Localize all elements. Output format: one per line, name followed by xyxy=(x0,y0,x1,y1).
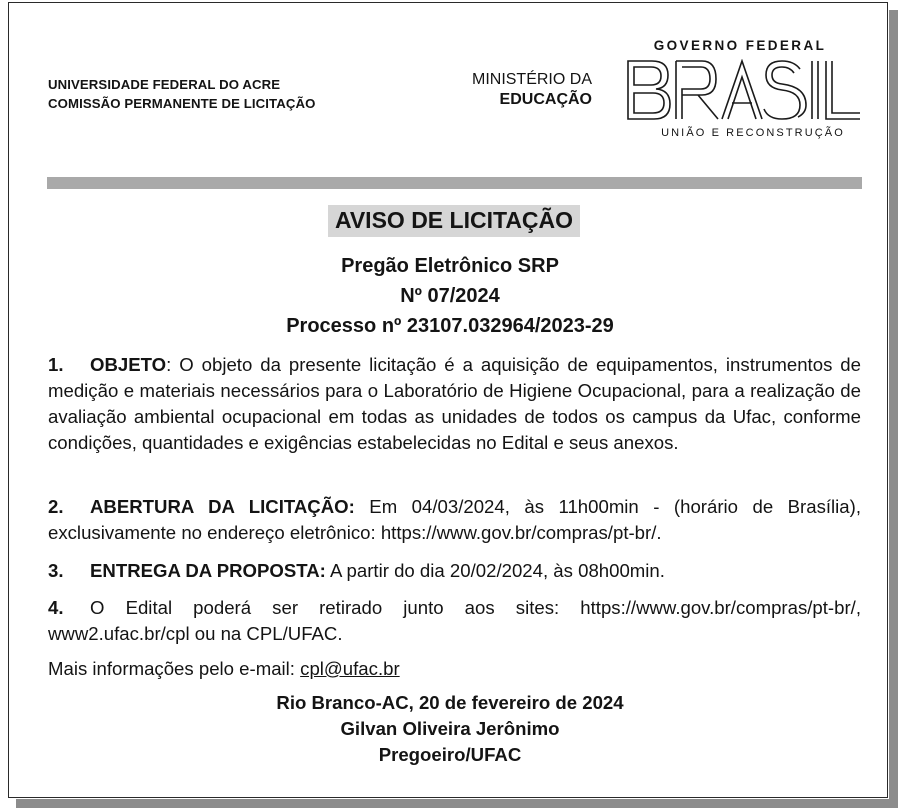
notice-title: AVISO DE LICITAÇÃO xyxy=(328,205,580,237)
institution-name: UNIVERSIDADE FEDERAL DO ACRE xyxy=(48,77,281,92)
item-1 xyxy=(48,352,861,456)
gov-bottom-text: UNIÃO E RECONSTRUÇÃO xyxy=(661,127,845,139)
gov-logo-block xyxy=(626,38,860,139)
item-4 xyxy=(48,595,861,647)
item-text: : O objeto da presente licitação é a aquisição de equipamentos, instrumentos de medição e materiais necessários para o Laboratório de Higiene Ocupacional, para a realização de avaliação ambiental ocupacional em todas as unidades de todos os campus da Ufac, conforme condições, quantidades e exigências estabelecidas no Edital e seus anexos. xyxy=(48,354,861,453)
gov-top-text: GOVERNO FEDERAL xyxy=(653,38,827,53)
ministry-line1: MINISTÉRIO DA xyxy=(471,71,592,88)
item-heading: OBJETO xyxy=(90,354,167,375)
signature-role: Pregoeiro/UFAC xyxy=(378,744,522,765)
ministry-line2: EDUCAÇÃO xyxy=(499,91,592,108)
institution-block xyxy=(48,75,315,113)
notice-modality: Pregão Eletrônico SRP xyxy=(341,255,559,277)
item-text: Em 04/03/2024, às 11h00min - (horário de Brasília), exclusivamente no endereço eletrônico: https://www.gov.br/compras/pt-br/. xyxy=(48,496,862,543)
item-text: A partir do dia 20/02/2024, às 08h00min. xyxy=(325,560,665,581)
item-number: 3. xyxy=(48,560,64,581)
item-number: 1. xyxy=(48,354,64,375)
frame-shadow-bottom xyxy=(16,799,898,808)
item-number: 4. xyxy=(48,597,64,618)
contact-prefix: Mais informações pelo e-mail: xyxy=(48,658,301,679)
item-heading: ABERTURA DA LICITAÇÃO: xyxy=(90,496,355,517)
item-text: O Edital poderá ser retirado junto aos sites: https://www.gov.br/compras/pt-br/, www2.ufac.br/cpl ou na CPL/UFAC. xyxy=(48,597,861,644)
frame-shadow-right xyxy=(889,10,898,806)
item-3 xyxy=(48,558,861,584)
signature-place-date: Rio Branco-AC, 20 de fevereiro de 2024 xyxy=(276,692,624,713)
item-number: 2. xyxy=(48,496,64,517)
item-heading: ENTREGA DA PROPOSTA: xyxy=(90,560,326,581)
item-2 xyxy=(48,494,861,546)
contact-line xyxy=(48,656,861,682)
ministry-block xyxy=(452,70,592,110)
title-wrap xyxy=(0,205,900,237)
brasil-logo xyxy=(626,59,862,121)
divider-bar xyxy=(47,177,862,189)
notice-process: Processo nº 23107.032964/2023-29 xyxy=(286,315,614,337)
notice-number: Nº 07/2024 xyxy=(400,285,500,307)
contact-email-link[interactable]: cpl@ufac.br xyxy=(300,658,400,679)
commission-name: COMISSÃO PERMANENTE DE LICITAÇÃO xyxy=(48,96,316,111)
signature-name: Gilvan Oliveira Jerônimo xyxy=(340,718,560,739)
